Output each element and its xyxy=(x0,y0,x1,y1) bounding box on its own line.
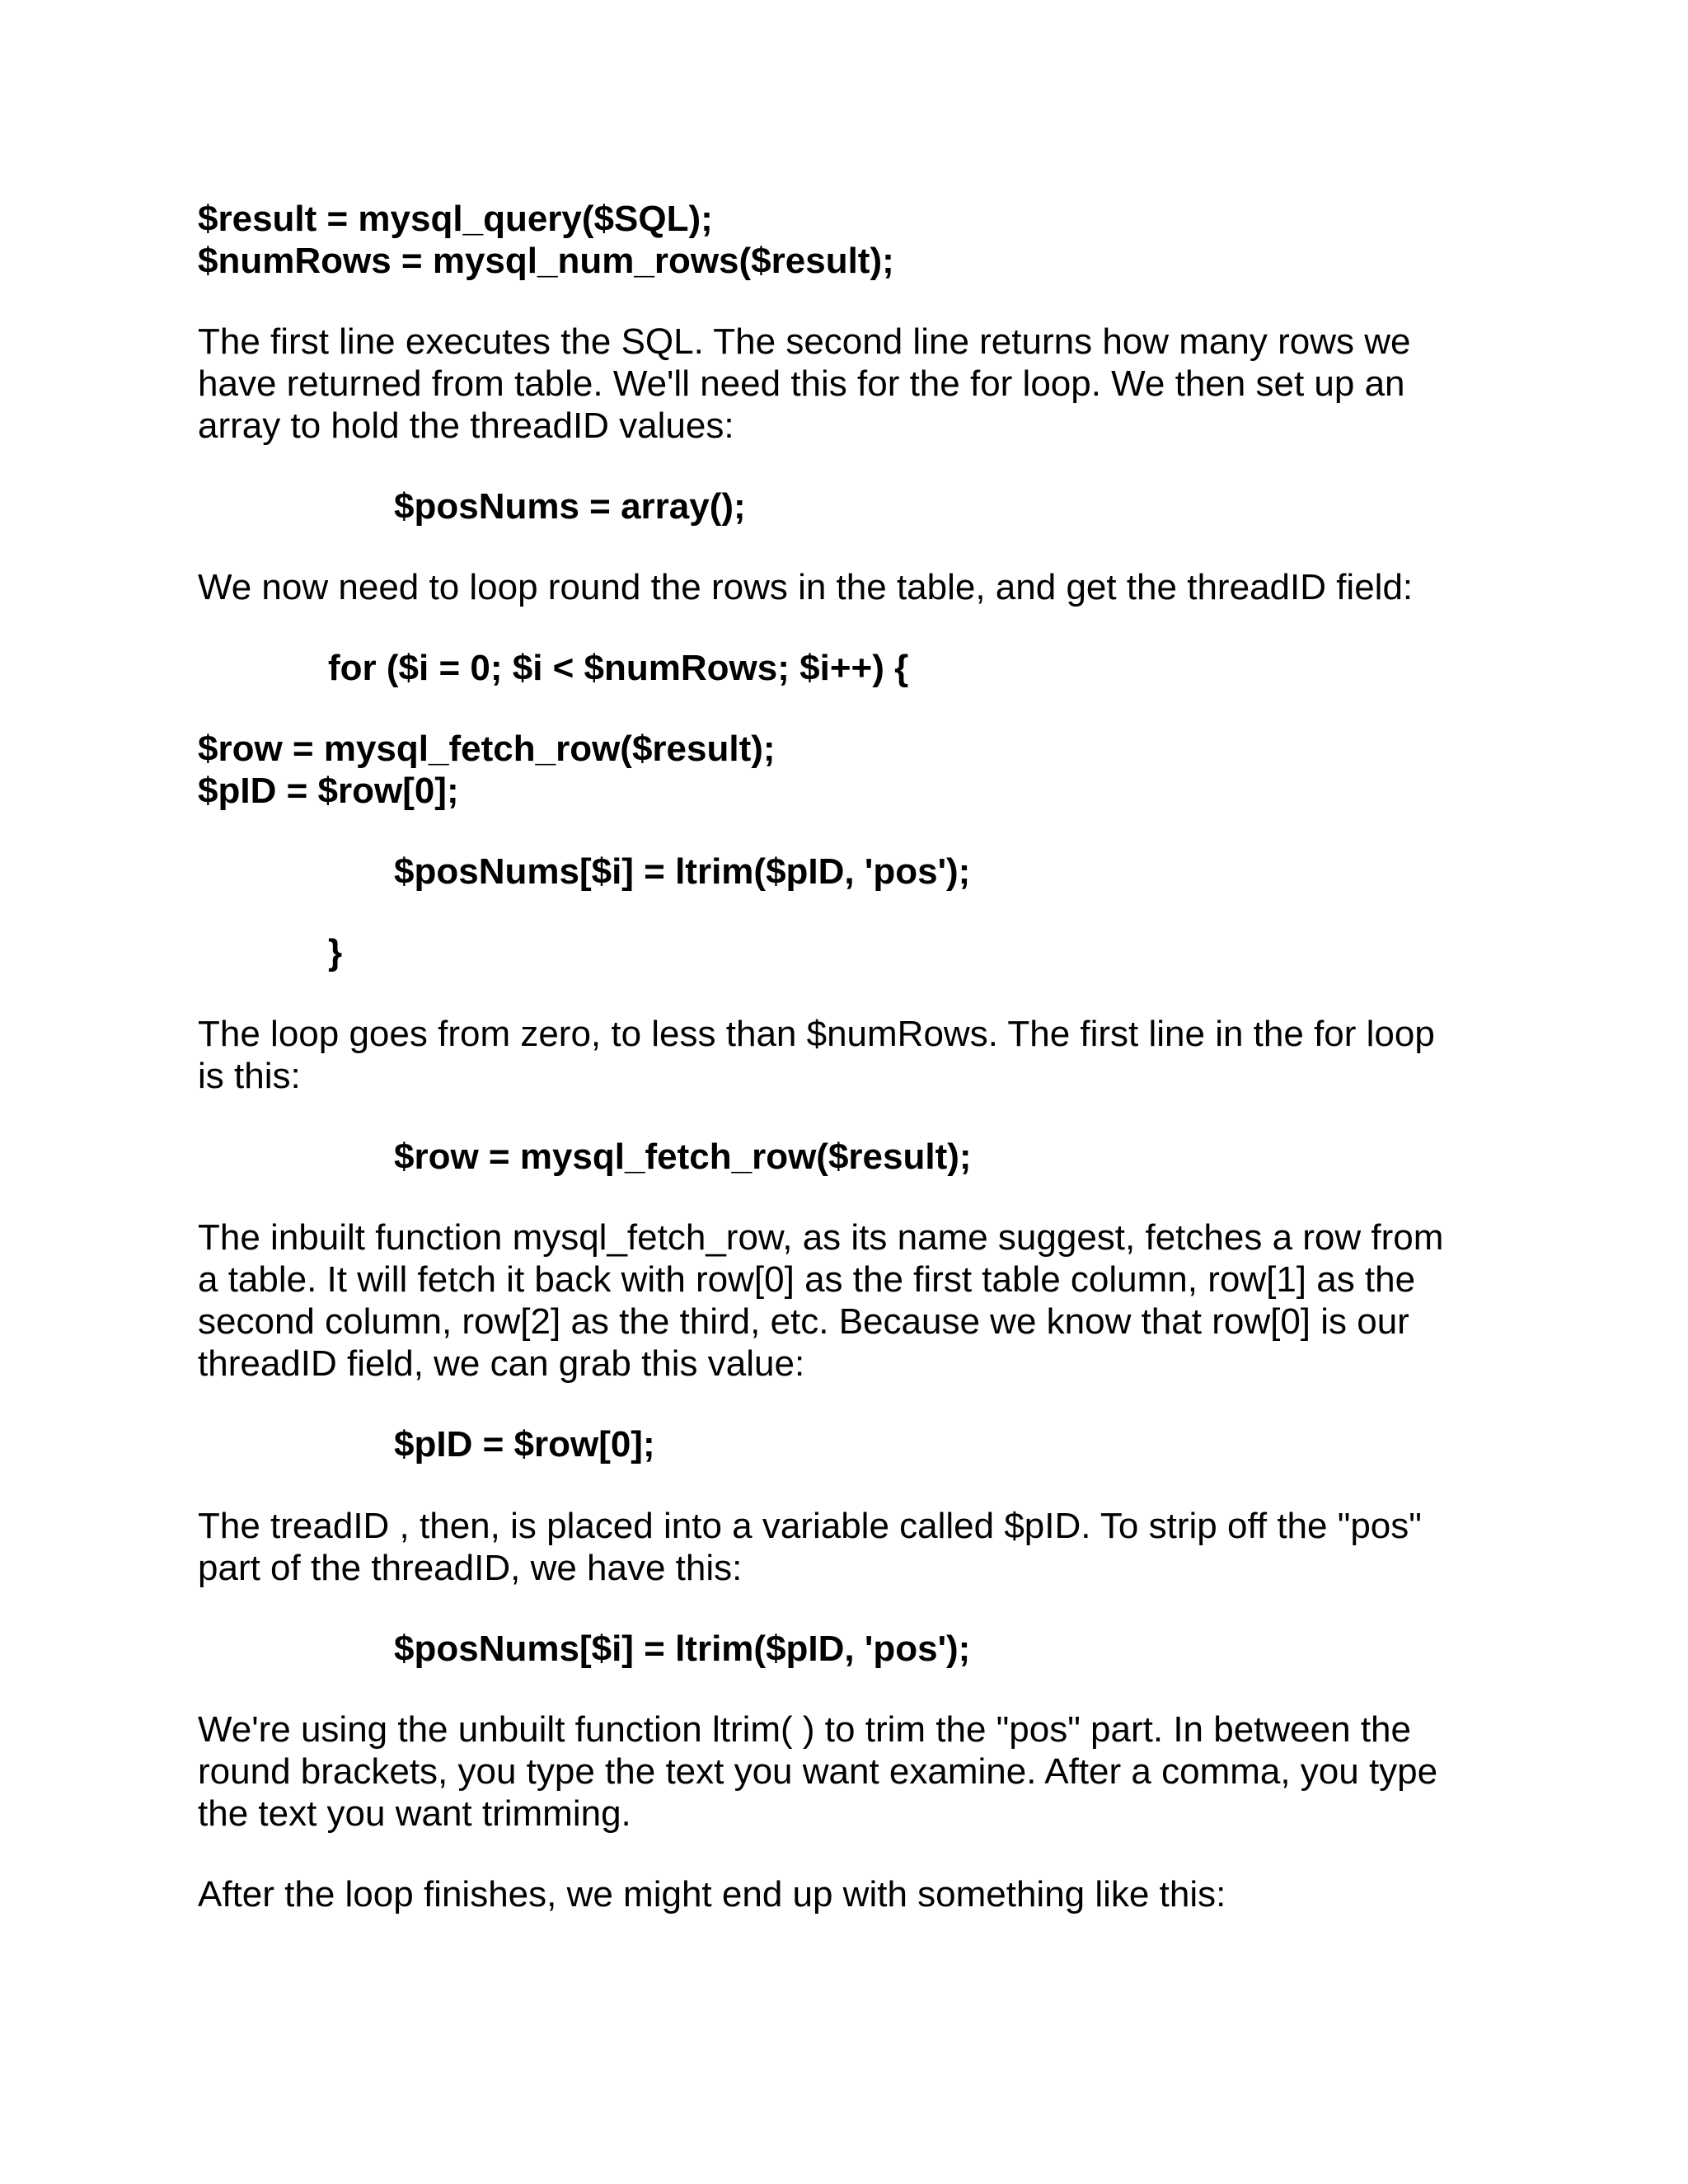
paragraph-line: round brackets, you type the text you want examine. After a comma, you type xyxy=(198,1751,1438,1792)
paragraph-line: We now need to loop round the rows in the table, and get the threadID field: xyxy=(198,567,1414,607)
code-line: $result = mysql_query($SQL); xyxy=(198,199,713,239)
paragraph-line: After the loop finishes, we might end up with something like this: xyxy=(198,1874,1226,1915)
code-line: } xyxy=(328,932,343,972)
paragraph-line: second column, row[2] as the third, etc. Because we know that row[0] is our xyxy=(198,1301,1409,1342)
paragraph-line: The first line executes the SQL. The second line returns how many rows we xyxy=(198,321,1411,362)
paragraph-line: have returned from table. We'll need this for the for loop. We then set up an xyxy=(198,363,1405,404)
paragraph-line: The inbuilt function mysql_fetch_row, as its name suggest, fetches a row from xyxy=(198,1217,1444,1258)
paragraph-line: the text you want trimming. xyxy=(198,1793,631,1834)
paragraph-line: is this: xyxy=(198,1056,301,1096)
paragraph-line: The loop goes from zero, to less than $numRows. The first line in the for loop xyxy=(198,1014,1435,1054)
code-line: $pID = $row[0]; xyxy=(198,771,459,811)
code-line: for ($i = 0; $i < $numRows; $i++) { xyxy=(328,648,909,688)
paragraph-line: part of the threadID, we have this: xyxy=(198,1548,743,1588)
paragraph-line: a table. It will fetch it back with row[0] as the first table column, row[1] as the xyxy=(198,1259,1416,1300)
code-line: $row = mysql_fetch_row($result); xyxy=(198,729,776,769)
code-line: $posNums[$i] = ltrim($pID, 'pos'); xyxy=(394,1629,971,1669)
paragraph-line: threadID field, we can grab this value: xyxy=(198,1343,805,1384)
code-line: $pID = $row[0]; xyxy=(394,1424,655,1465)
code-line: $row = mysql_fetch_row($result); xyxy=(394,1137,972,1177)
paragraph-line: We're using the unbuilt function ltrim( ) to trim the "pos" part. In between the xyxy=(198,1709,1411,1750)
code-line: $numRows = mysql_num_rows($result); xyxy=(198,241,894,281)
code-line: $posNums = array(); xyxy=(394,486,746,527)
code-line: $posNums[$i] = ltrim($pID, 'pos'); xyxy=(394,851,971,892)
paragraph-line: array to hold the threadID values: xyxy=(198,405,734,446)
paragraph-line: The treadID , then, is placed into a variable called $pID. To strip off the "pos" xyxy=(198,1506,1422,1546)
